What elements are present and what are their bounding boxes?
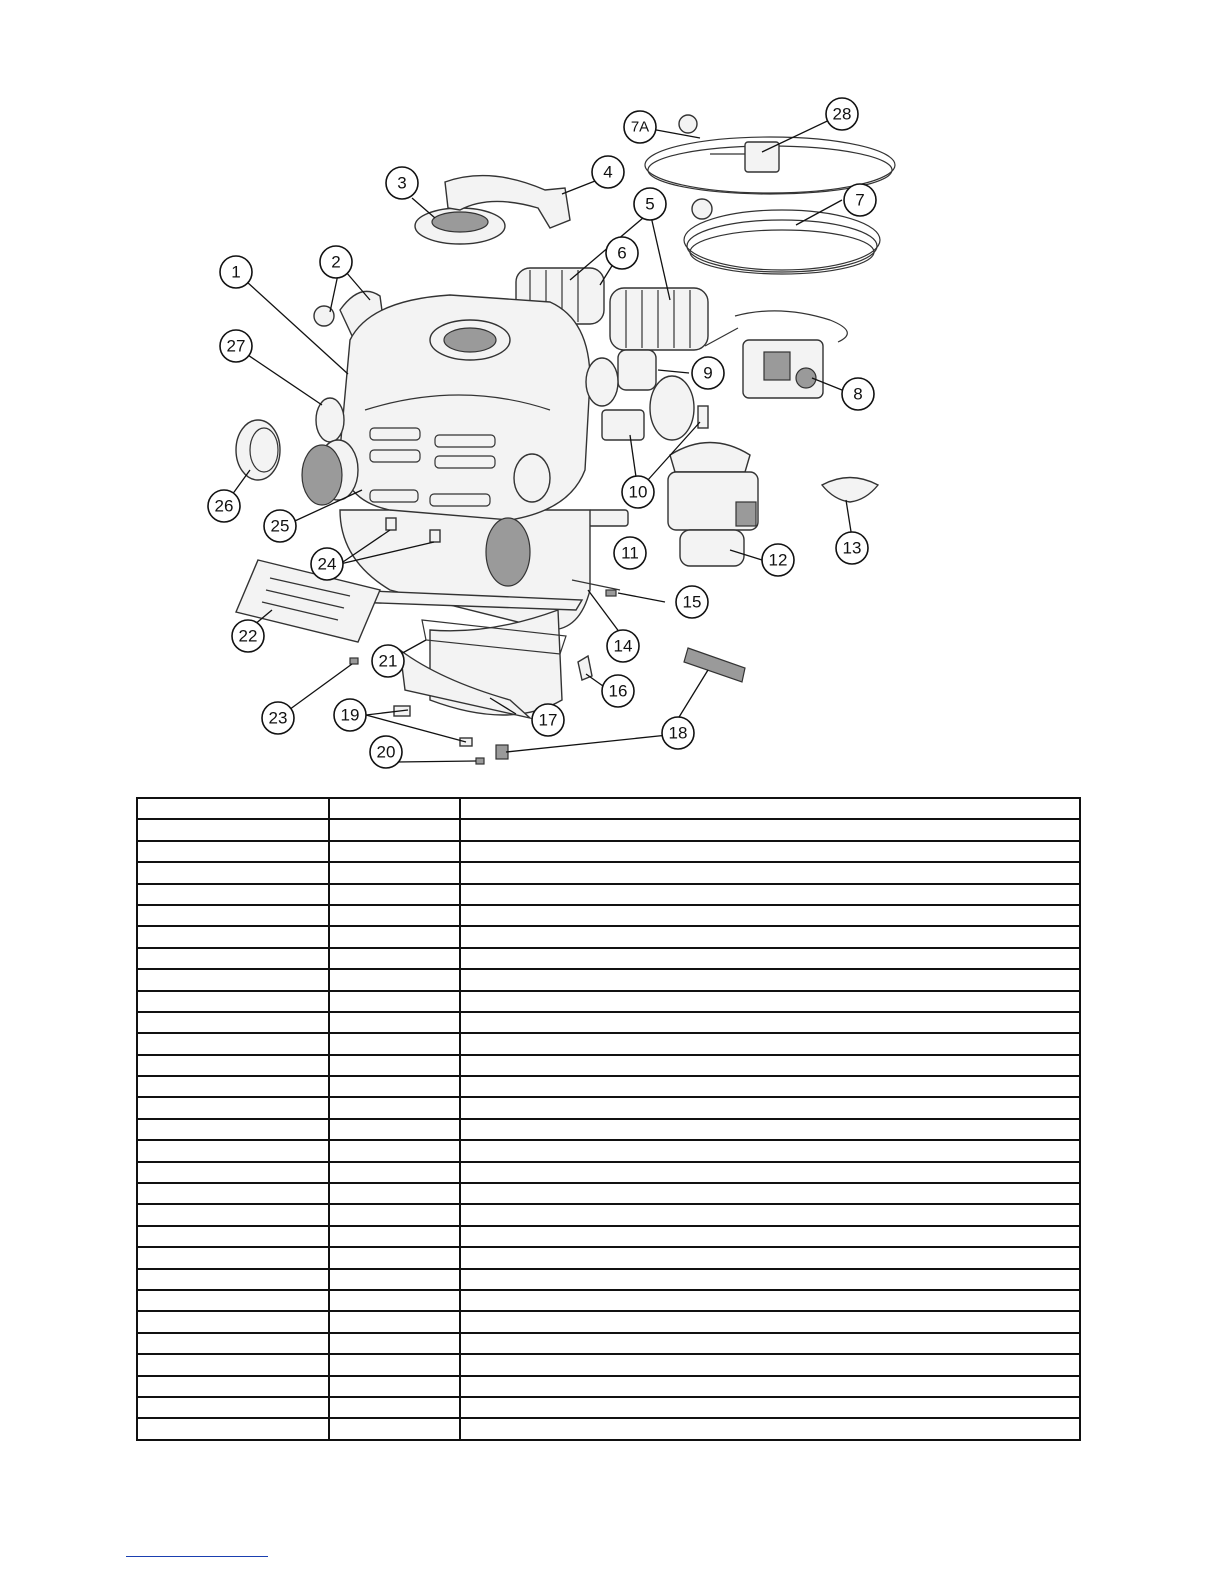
table-cell bbox=[329, 1397, 460, 1418]
callout-4 bbox=[592, 156, 624, 188]
table-cell bbox=[329, 991, 460, 1012]
table-cell bbox=[137, 1119, 329, 1140]
table-row bbox=[137, 1290, 1080, 1311]
table-row bbox=[137, 798, 1080, 819]
table-cell bbox=[460, 926, 1080, 947]
table-row bbox=[137, 1140, 1080, 1161]
callout-7a bbox=[624, 111, 656, 143]
svg-text:4: 4 bbox=[603, 162, 613, 182]
table-cell bbox=[329, 969, 460, 990]
table-cell bbox=[460, 1333, 1080, 1354]
callout-6 bbox=[606, 237, 638, 269]
table-cell bbox=[329, 1055, 460, 1076]
table-cell bbox=[137, 798, 329, 819]
svg-text:7A: 7A bbox=[630, 118, 650, 136]
svg-text:22: 22 bbox=[238, 626, 258, 646]
table-cell bbox=[460, 1012, 1080, 1033]
table-cell bbox=[137, 1269, 329, 1290]
table-row bbox=[137, 991, 1080, 1012]
table-row bbox=[137, 1354, 1080, 1375]
table-row bbox=[137, 1033, 1080, 1054]
footer-link-underline bbox=[126, 1556, 268, 1557]
table-row bbox=[137, 1418, 1080, 1439]
svg-text:7: 7 bbox=[855, 190, 865, 210]
table-row bbox=[137, 1076, 1080, 1097]
table-cell bbox=[137, 1012, 329, 1033]
table-cell bbox=[137, 991, 329, 1012]
table-cell bbox=[329, 1376, 460, 1397]
callout-28 bbox=[826, 98, 858, 130]
table-cell bbox=[329, 798, 460, 819]
svg-text:12: 12 bbox=[768, 550, 788, 570]
callout-5 bbox=[634, 188, 666, 220]
svg-text:5: 5 bbox=[645, 194, 655, 214]
table-cell bbox=[460, 884, 1080, 905]
table-cell bbox=[460, 1183, 1080, 1204]
table-cell bbox=[329, 841, 460, 862]
table-cell bbox=[137, 1354, 329, 1375]
table-cell bbox=[329, 1269, 460, 1290]
table-cell bbox=[460, 1290, 1080, 1311]
table-cell bbox=[329, 1097, 460, 1118]
table-cell bbox=[329, 884, 460, 905]
table-cell bbox=[460, 1140, 1080, 1161]
table-cell bbox=[460, 1376, 1080, 1397]
svg-text:9: 9 bbox=[703, 363, 713, 383]
table-row bbox=[137, 1269, 1080, 1290]
table-cell bbox=[460, 905, 1080, 926]
table-cell bbox=[329, 948, 460, 969]
table-row bbox=[137, 819, 1080, 840]
robot-body-drawing bbox=[302, 295, 620, 715]
exploded-parts-diagram bbox=[190, 90, 920, 780]
svg-text:11: 11 bbox=[621, 543, 639, 563]
table-row bbox=[137, 905, 1080, 926]
table-cell bbox=[460, 1097, 1080, 1118]
filter-lid-drawing bbox=[415, 208, 505, 244]
callout-23 bbox=[262, 702, 294, 734]
table-cell bbox=[137, 884, 329, 905]
table-cell bbox=[460, 1119, 1080, 1140]
svg-text:20: 20 bbox=[376, 742, 396, 762]
table-cell bbox=[329, 1247, 460, 1268]
table-row bbox=[137, 884, 1080, 905]
callout-24 bbox=[311, 548, 343, 580]
svg-text:15: 15 bbox=[682, 592, 702, 612]
table-cell bbox=[460, 1055, 1080, 1076]
power-supply-drawing bbox=[705, 311, 847, 398]
svg-text:25: 25 bbox=[270, 516, 290, 536]
table-cell bbox=[329, 1183, 460, 1204]
table-cell bbox=[137, 1055, 329, 1076]
table-cell bbox=[460, 1418, 1080, 1439]
table-row bbox=[137, 1397, 1080, 1418]
table-cell bbox=[460, 1204, 1080, 1225]
parts-table-body bbox=[137, 798, 1080, 1440]
callout-19 bbox=[334, 699, 366, 731]
callout-25 bbox=[264, 510, 296, 542]
table-cell bbox=[329, 1226, 460, 1247]
table-cell bbox=[460, 1033, 1080, 1054]
callout-26 bbox=[208, 490, 240, 522]
table-cell bbox=[460, 819, 1080, 840]
table-cell bbox=[460, 1269, 1080, 1290]
table-cell bbox=[137, 1226, 329, 1247]
svg-text:17: 17 bbox=[538, 710, 558, 730]
callout-11 bbox=[614, 537, 646, 569]
callout-22 bbox=[232, 620, 264, 652]
table-row bbox=[137, 1311, 1080, 1332]
table-cell bbox=[137, 819, 329, 840]
table-cell bbox=[137, 1097, 329, 1118]
svg-text:3: 3 bbox=[397, 173, 407, 193]
callout-8 bbox=[842, 378, 874, 410]
svg-text:18: 18 bbox=[668, 723, 688, 743]
table-row bbox=[137, 926, 1080, 947]
svg-text:26: 26 bbox=[214, 496, 234, 516]
callout-12 bbox=[762, 544, 794, 576]
table-cell bbox=[137, 969, 329, 990]
table-cell bbox=[460, 862, 1080, 883]
table-cell bbox=[329, 862, 460, 883]
table-cell bbox=[137, 1033, 329, 1054]
svg-text:23: 23 bbox=[268, 708, 288, 728]
table-cell bbox=[329, 1290, 460, 1311]
callout-7 bbox=[844, 184, 876, 216]
bracket-drawing bbox=[588, 510, 628, 526]
callout-17 bbox=[532, 704, 564, 736]
callout-9 bbox=[692, 357, 724, 389]
table-cell bbox=[329, 1204, 460, 1225]
svg-text:19: 19 bbox=[340, 705, 360, 725]
table-row bbox=[137, 1247, 1080, 1268]
roller-drawing bbox=[618, 350, 656, 390]
pump-motor-drawing bbox=[668, 443, 758, 567]
svg-text:8: 8 bbox=[853, 384, 863, 404]
table-cell bbox=[137, 1076, 329, 1097]
impeller-drawing bbox=[822, 478, 878, 503]
table-cell bbox=[137, 1290, 329, 1311]
table-cell bbox=[137, 1183, 329, 1204]
svg-text:10: 10 bbox=[628, 482, 648, 502]
table-cell bbox=[329, 1162, 460, 1183]
table-cell bbox=[460, 1311, 1080, 1332]
table-cell bbox=[329, 1119, 460, 1140]
table-cell bbox=[460, 1354, 1080, 1375]
table-cell bbox=[137, 926, 329, 947]
svg-text:21: 21 bbox=[378, 651, 398, 671]
table-cell bbox=[460, 991, 1080, 1012]
table-cell bbox=[329, 1012, 460, 1033]
table-cell bbox=[137, 1204, 329, 1225]
table-cell bbox=[137, 1140, 329, 1161]
table-cell bbox=[329, 1076, 460, 1097]
table-cell bbox=[329, 1311, 460, 1332]
table-cell bbox=[137, 905, 329, 926]
table-row bbox=[137, 1097, 1080, 1118]
callout-15 bbox=[676, 586, 708, 618]
table-cell bbox=[460, 948, 1080, 969]
table-cell bbox=[137, 1418, 329, 1439]
table-row bbox=[137, 1204, 1080, 1225]
table-row bbox=[137, 1012, 1080, 1033]
callout-20 bbox=[370, 736, 402, 768]
diagram-svg bbox=[190, 90, 920, 780]
table-cell bbox=[460, 1247, 1080, 1268]
table-cell bbox=[137, 841, 329, 862]
table-row bbox=[137, 862, 1080, 883]
table-row bbox=[137, 969, 1080, 990]
svg-text:27: 27 bbox=[226, 336, 246, 356]
table-cell bbox=[137, 1376, 329, 1397]
svg-text:1: 1 bbox=[231, 262, 241, 282]
table-row bbox=[137, 1376, 1080, 1397]
table-cell bbox=[137, 1333, 329, 1354]
table-cell bbox=[460, 798, 1080, 819]
table-cell bbox=[460, 969, 1080, 990]
parts-table bbox=[136, 797, 1081, 1441]
table-row bbox=[137, 1183, 1080, 1204]
table-row bbox=[137, 1333, 1080, 1354]
table-cell bbox=[329, 926, 460, 947]
table-row bbox=[137, 841, 1080, 862]
table-cell bbox=[460, 1397, 1080, 1418]
table-cell bbox=[329, 1333, 460, 1354]
callout-27 bbox=[220, 330, 252, 362]
svg-text:14: 14 bbox=[613, 636, 633, 656]
callout-18 bbox=[662, 717, 694, 749]
callout-10 bbox=[622, 476, 654, 508]
table-row bbox=[137, 1226, 1080, 1247]
table-cell bbox=[137, 1311, 329, 1332]
svg-text:13: 13 bbox=[842, 538, 862, 558]
table-cell bbox=[460, 1076, 1080, 1097]
tire-drawing bbox=[236, 420, 280, 480]
table-cell bbox=[137, 862, 329, 883]
callout-13 bbox=[836, 532, 868, 564]
svg-text:16: 16 bbox=[608, 681, 628, 701]
table-cell bbox=[460, 841, 1080, 862]
svg-text:2: 2 bbox=[331, 252, 341, 272]
cable-7a-drawing bbox=[645, 115, 895, 194]
table-cell bbox=[460, 1162, 1080, 1183]
table-cell bbox=[329, 1418, 460, 1439]
svg-text:6: 6 bbox=[617, 243, 627, 263]
callout-2 bbox=[320, 246, 352, 278]
callout-3 bbox=[386, 167, 418, 199]
table-cell bbox=[460, 1226, 1080, 1247]
table-row bbox=[137, 1055, 1080, 1076]
table-cell bbox=[329, 1354, 460, 1375]
callout-16 bbox=[602, 675, 634, 707]
table-row bbox=[137, 1162, 1080, 1183]
callout-14 bbox=[607, 630, 639, 662]
table-cell bbox=[137, 948, 329, 969]
callout-21 bbox=[372, 645, 404, 677]
svg-text:24: 24 bbox=[317, 554, 337, 574]
svg-text:28: 28 bbox=[832, 104, 852, 124]
table-cell bbox=[329, 1033, 460, 1054]
table-cell bbox=[137, 1162, 329, 1183]
table-cell bbox=[137, 1247, 329, 1268]
table-row bbox=[137, 948, 1080, 969]
table-cell bbox=[329, 1140, 460, 1161]
table-cell bbox=[329, 819, 460, 840]
table-row bbox=[137, 1119, 1080, 1140]
callout-1 bbox=[220, 256, 252, 288]
table-cell bbox=[137, 1397, 329, 1418]
table-cell bbox=[329, 905, 460, 926]
